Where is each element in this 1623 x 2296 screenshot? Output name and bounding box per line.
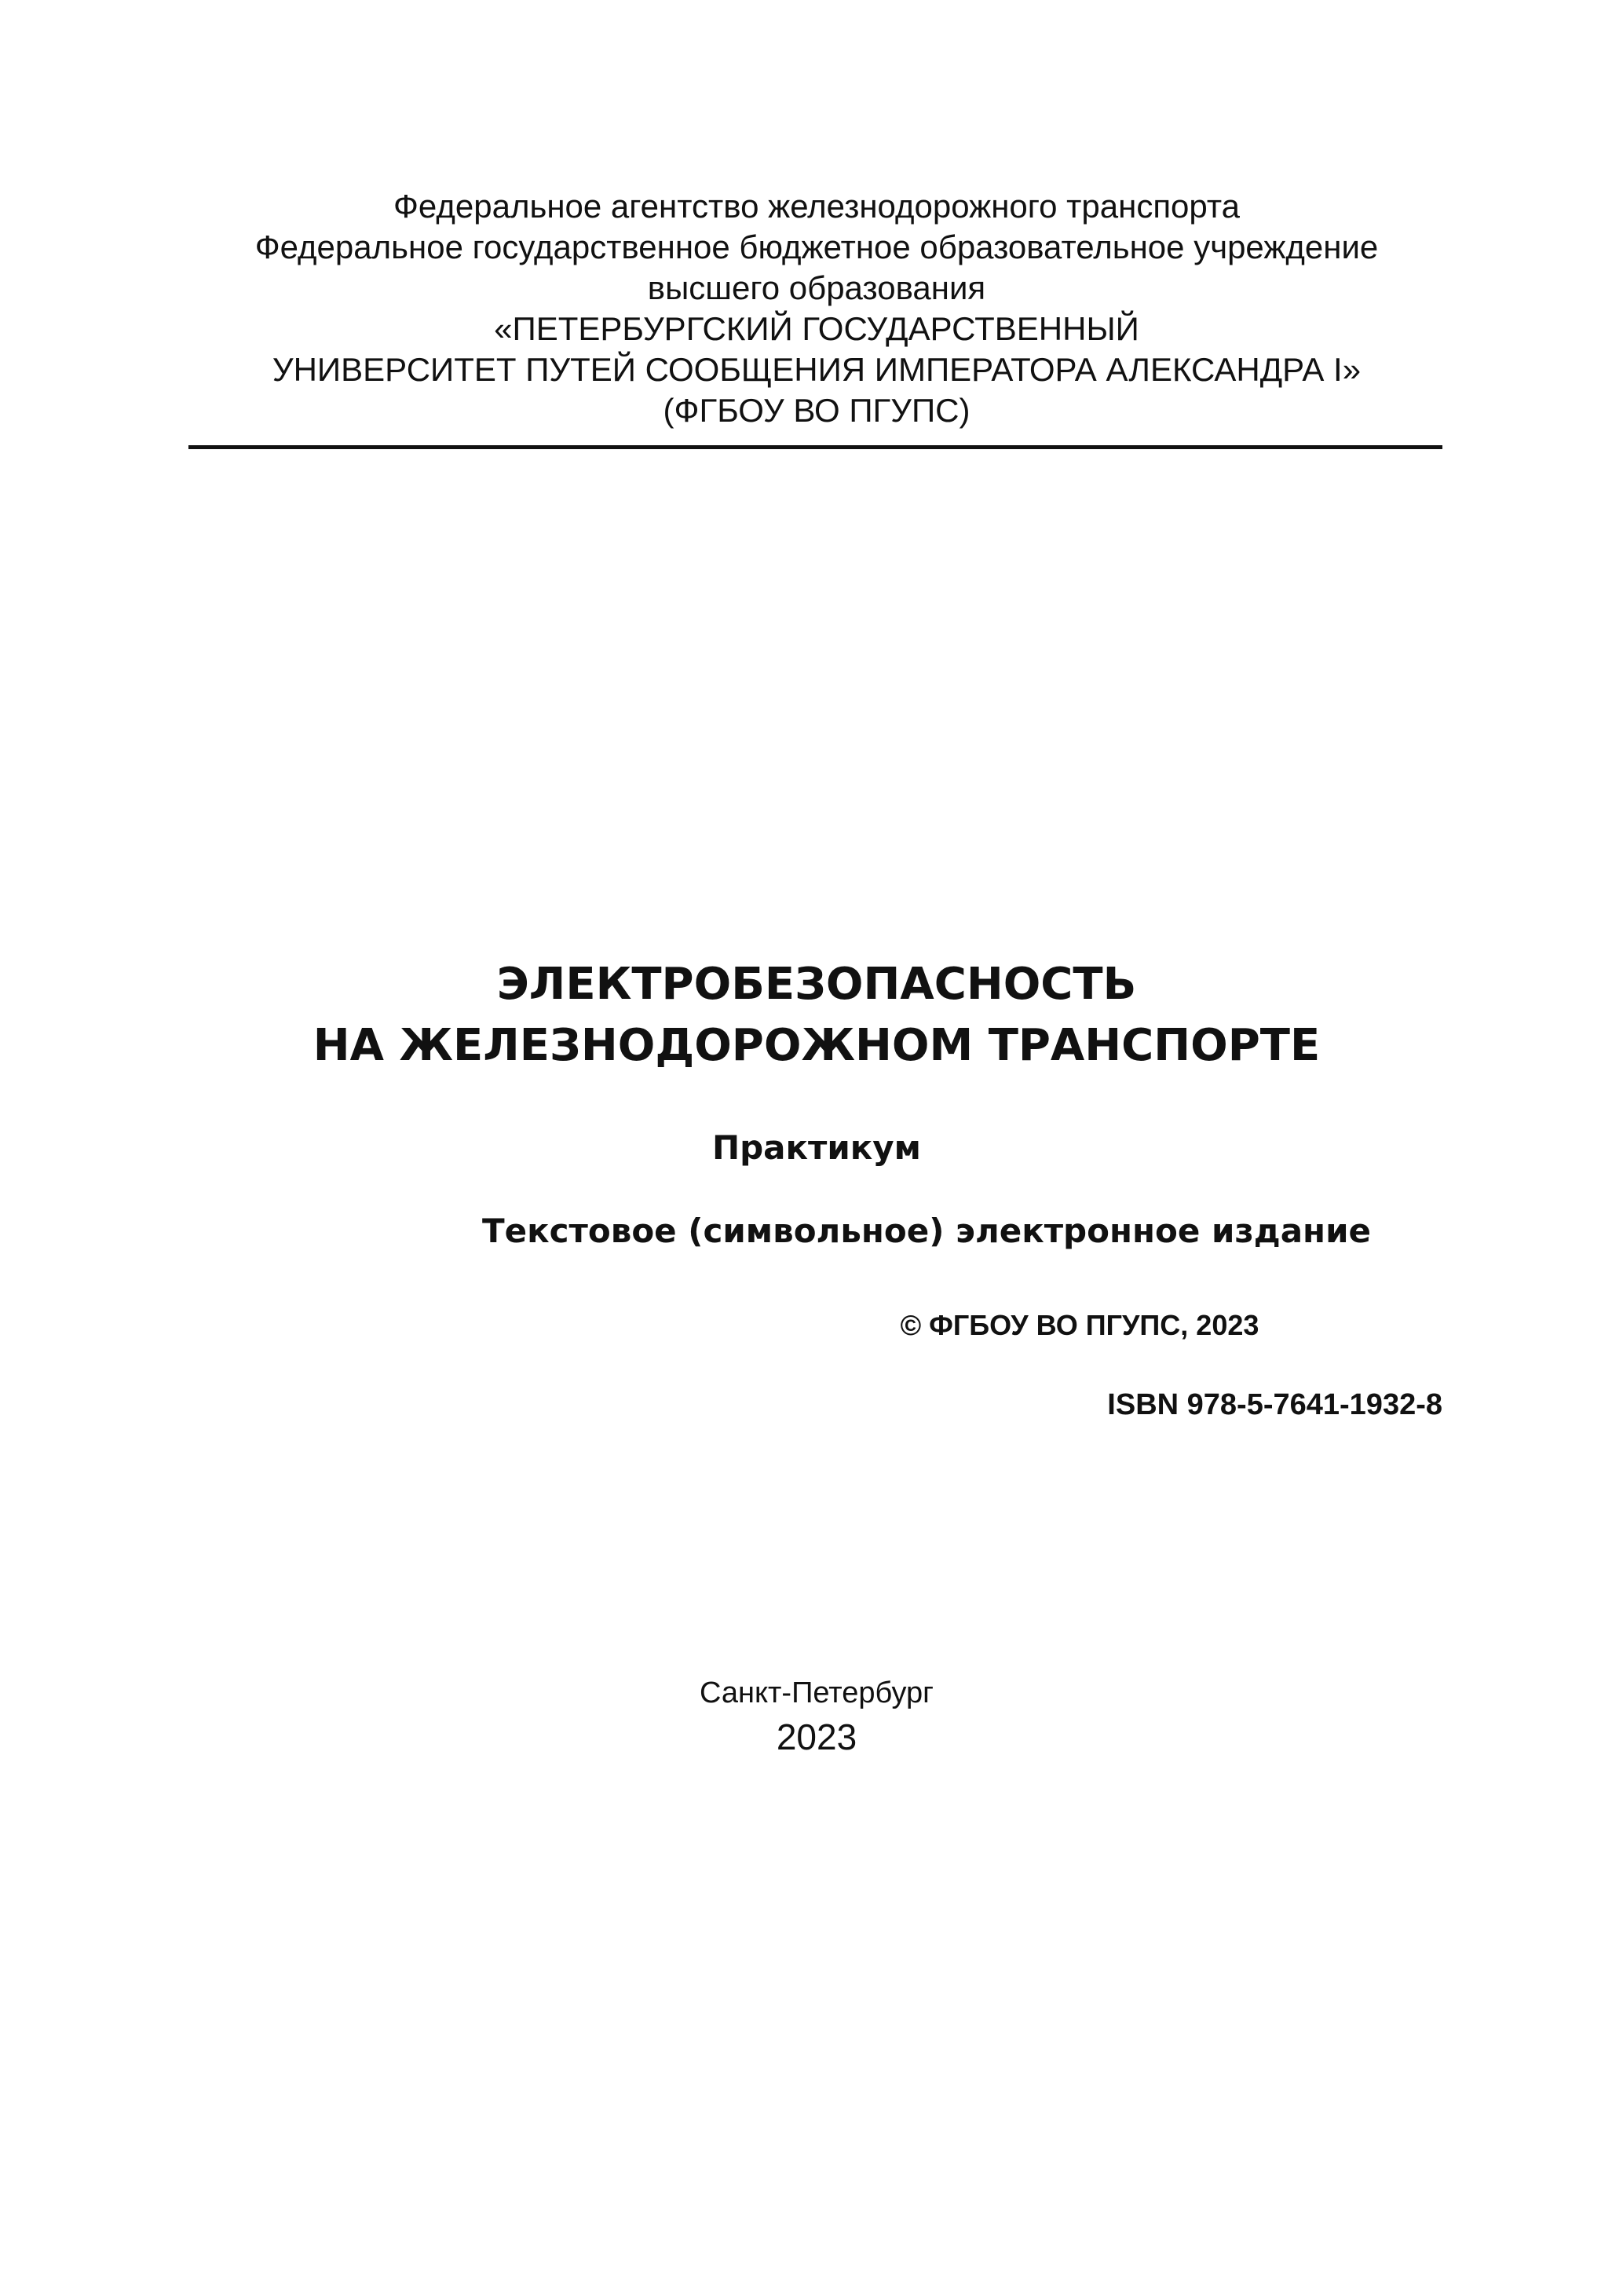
publisher-header xyxy=(188,186,1445,431)
header-divider xyxy=(188,445,1442,449)
publication-year: 2023 xyxy=(776,1717,857,1757)
isbn: ISBN 978-5-7641-1932-8 xyxy=(1107,1388,1442,1421)
publication-city: Санкт-Петербург xyxy=(699,1676,934,1709)
header-university-name-line-1: «ПЕТЕРБУРГСКИЙ ГОСУДАРСТВЕННЫЙ xyxy=(494,310,1139,347)
header-abbreviation-line: (ФГБОУ ВО ПГУПС) xyxy=(663,392,971,429)
book-title-line-2: НА ЖЕЛЕЗНОДОРОЖНОМ ТРАНСПОРТЕ xyxy=(313,1020,1321,1071)
header-education-level-line: высшего образования xyxy=(647,269,986,306)
header-university-name-line-2: УНИВЕРСИТЕТ ПУТЕЙ СООБЩЕНИЯ ИМПЕРАТОРА АЛЕКСАНДРА I» xyxy=(272,351,1362,388)
copyright-notice: © ФГБОУ ВО ПГУПС, 2023 xyxy=(900,1309,1259,1341)
book-title-line-1: ЭЛЕКТРОБЕЗОПАСНОСТЬ xyxy=(496,959,1137,1010)
edition-type: Текстовое (символьное) электронное издание xyxy=(482,1212,1371,1250)
book-title xyxy=(188,954,1445,1077)
header-institution-type-line: Федеральное государственное бюджетное образовательное учреждение xyxy=(254,229,1379,265)
imprint-footer xyxy=(188,1673,1445,1760)
book-subtitle: Практикум xyxy=(711,1128,922,1167)
header-agency-line: Федеральное агентство железнодорожного транспорта xyxy=(393,188,1240,225)
